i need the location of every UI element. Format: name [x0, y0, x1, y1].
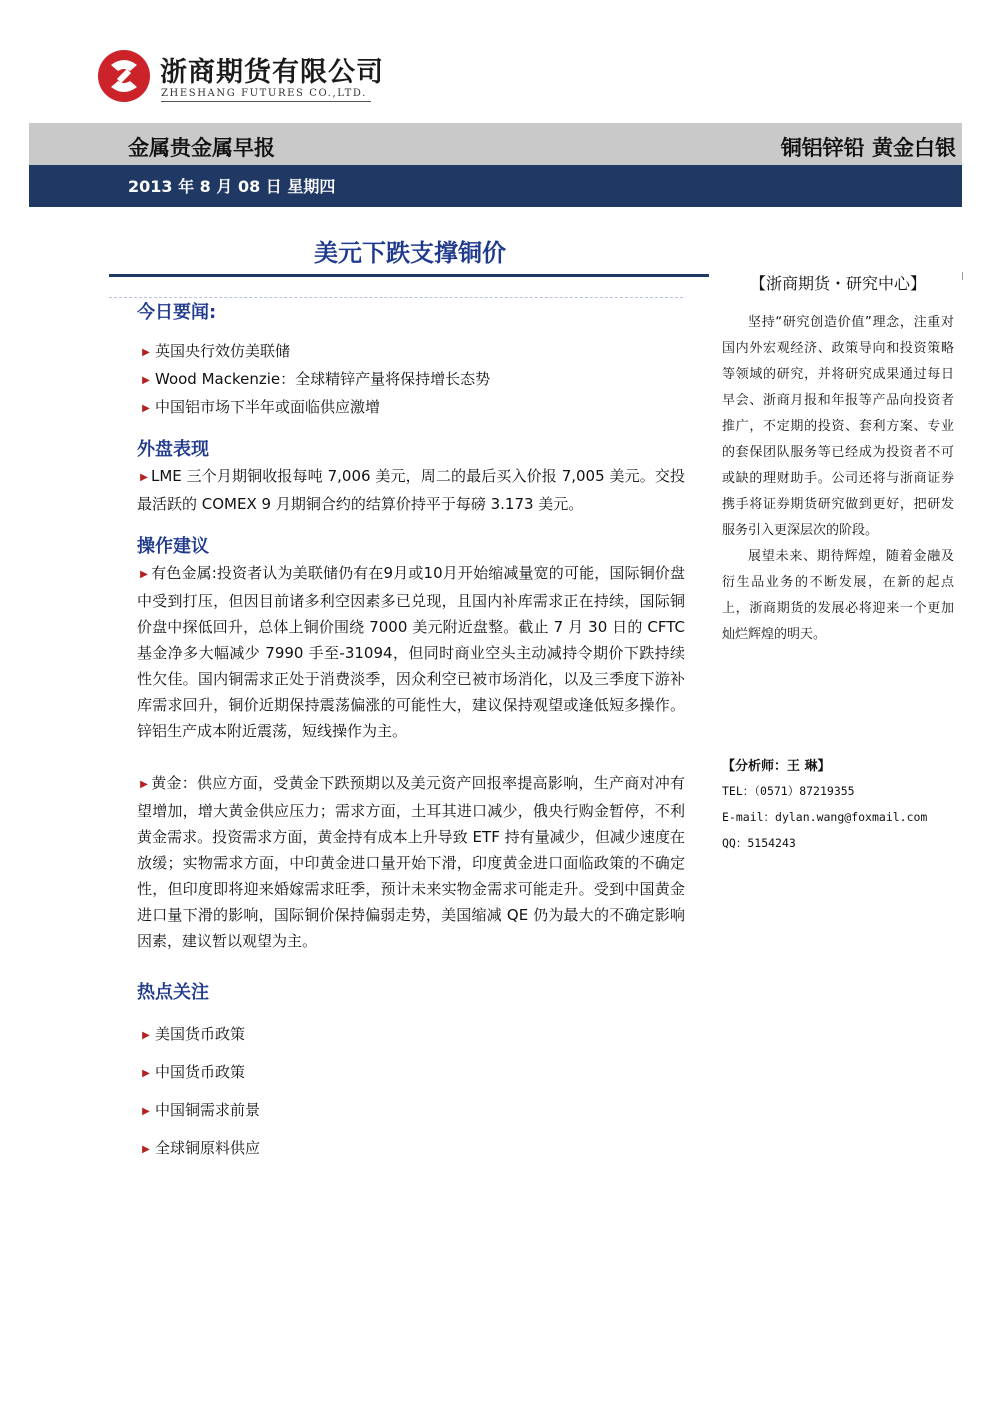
company-name-cn: 浙商期货有限公司 — [160, 57, 384, 88]
bullet-arrow-icon: ▶ — [142, 1068, 150, 1079]
analyst-name: 【分析师：王 琳】 — [722, 759, 831, 774]
research-center-title: 【浙商期货・研究中心】 — [749, 274, 926, 293]
report-type: 金属贵金属早报 — [128, 136, 275, 160]
margin-mark — [962, 272, 963, 280]
news-item: ▶ 中国铝市场下半年或面临供应激增 — [137, 394, 685, 422]
report-date: 2013 年 8 月 08 日 星期四 — [128, 177, 336, 196]
hotspot-item: ▶ 全球铜原料供应 — [137, 1130, 685, 1168]
bullet-arrow-icon: ▶ — [140, 569, 148, 580]
hotspot-item: ▶ 中国货币政策 — [137, 1054, 685, 1092]
logo-divider — [161, 101, 371, 102]
company-name-en: ZHESHANG FUTURES CO.,LTD. — [161, 88, 367, 99]
hotspot-item: ▶ 中国铜需求前景 — [137, 1092, 685, 1130]
news-item: ▶ Wood Mackenzie：全球精锌产量将保持增长态势 — [137, 366, 685, 394]
company-logo-icon — [97, 49, 151, 103]
news-item: ▶ 英国央行效仿美联储 — [137, 338, 685, 366]
title-dashed-rule — [109, 297, 683, 299]
metals-covered: 铜铝锌铅 黄金白银 — [780, 136, 956, 160]
overseas-heading: 外盘表现 — [137, 439, 209, 460]
analyst-block — [722, 756, 962, 856]
bullet-arrow-icon: ▶ — [142, 375, 150, 386]
hotspots-heading: 热点关注 — [137, 982, 209, 1003]
advice-heading: 操作建议 — [137, 536, 209, 557]
page-title: 美元下跌支撑铜价 — [314, 239, 506, 267]
bullet-arrow-icon: ▶ — [142, 403, 150, 414]
bullet-arrow-icon: ▶ — [142, 1106, 150, 1117]
bullet-arrow-icon: ▶ — [140, 472, 148, 483]
bullet-arrow-icon: ▶ — [140, 779, 148, 790]
gold-paragraph: ▶ 黄金：供应方面，受黄金下跌预期以及美元资产回报率提高影响，生产商对冲有望增加，增大黄金供应压力；需求方面，土耳其进口减少，俄央行购金暂停，不利黄金需求。投资需求方面，黄金持有成本上升导致 ETF 持有量减少，但减少速度在放缓；实物需求方面，中印黄金进口量开始下滑，印度黄金进口面临政策的不确定性，但印度即将迎来婚嫁需求旺季，预计未来实物金需求可能走升。受到中国黄金进口量下滑的影响，国际铜价保持偏弱走势，美国缩减 QE 仍为最大的不确定影响因素，建议暂以观望为主。 — [137, 774, 685, 950]
analyst-email: E-mail：dylan.wang@foxmail.com — [722, 810, 928, 824]
title-underline — [109, 274, 709, 277]
sidebar — [722, 270, 954, 648]
hotspot-item: ▶ 美国货币政策 — [137, 1016, 685, 1054]
bullet-arrow-icon: ▶ — [142, 1144, 150, 1155]
main-column — [137, 300, 685, 1168]
bullet-arrow-icon: ▶ — [142, 347, 150, 358]
overseas-paragraph: ▶ LME 三个月期铜收报每吨 7,006 美元，周二的最后买入价报 7,005 美元。交投最活跃的 COMEX 9 月期铜合约的结算价持平于每磅 3.173 美元。 — [137, 467, 685, 513]
nonferrous-paragraph: ▶ 有色金属:投资者认为美联储仍有在9月或10月开始缩减量宽的可能，国际铜价盘中受到打压，但因目前诸多利空因素多已兑现，且国内补库需求正在持续，国际铜价盘中探低回升，总体上铜价围绕 7000 美元附近盘整。截止 7 月 30 日的 CFTC 基金净多大幅减少 7990 手至-31094，但同时商业空头主动减持令期价下跌持续性欠佳。国内铜需求正处于消费淡季，因众利空已被市场消化，以及三季度下游补库需求回升，铜价近期保持震荡偏涨的可能性大，建议保持观望或逢低短多操作。锌铝生产成本附近震荡，短线操作为主。 — [137, 564, 685, 740]
bullet-arrow-icon: ▶ — [142, 1030, 150, 1041]
analyst-phone: TEL：（0571）87219355 — [722, 784, 855, 798]
research-center-outlook: 展望未来、期待辉煌，随着金融及衍生品业务的不断发展，在新的起点上，浙商期货的发展必将迎来一个更加灿烂辉煌的明天。 — [722, 549, 954, 642]
analyst-qq: QQ：5154243 — [722, 836, 796, 850]
news-heading: 今日要闻: — [137, 302, 217, 323]
research-center-intro: 坚持“研究创造价值”理念，注重对国内外宏观经济、政策导向和投资策略等领域的研究，并将研究成果通过每日早会、浙商月报和年报等产品向投资者推广，不定期的投资、套利方案、专业的套保团队服务等已经成为投资者不可或缺的理财助手。公司还将与浙商证券携手将证券期货研究做到更好，把研发服务引入更深层次的阶段。 — [722, 315, 954, 538]
